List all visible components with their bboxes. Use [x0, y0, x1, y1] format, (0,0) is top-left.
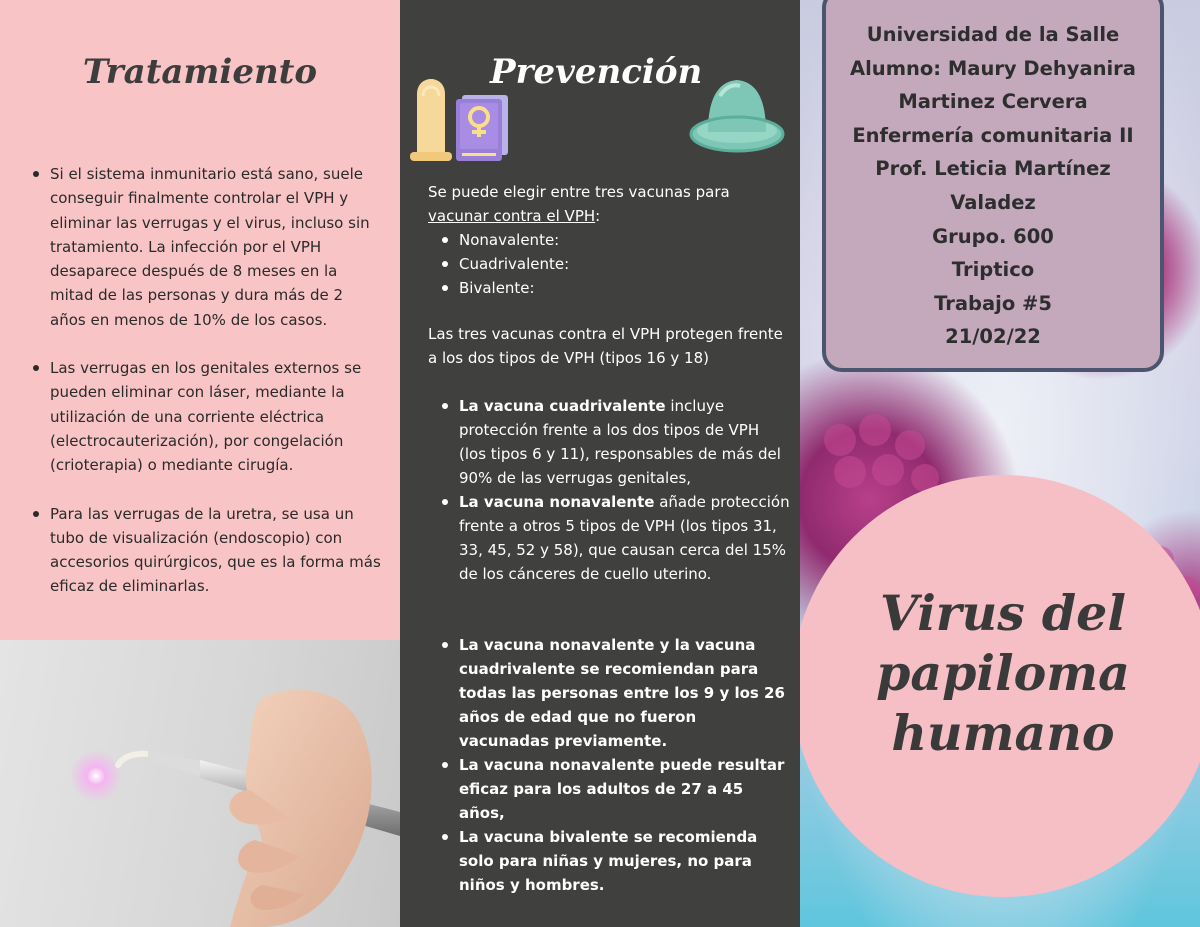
list-item: Bivalente:	[428, 276, 790, 300]
laser-pen-photo	[0, 640, 400, 927]
cover-title-line: humano	[891, 704, 1115, 762]
list-item: Cuadrivalente:	[428, 252, 790, 276]
cover-title-line: papiloma	[876, 644, 1130, 702]
detail-text: añade protección frente a otros 5 tipos de VPH (los tipos 31, 33, 45, 52 y 58), que causan cerca del 15% de los cánceres de cuello uterino.	[459, 493, 790, 583]
detail-bold: La vacuna nonavalente	[459, 493, 655, 511]
date-line: 21/02/22	[945, 325, 1041, 349]
tratamiento-panel	[0, 0, 400, 927]
info-box	[822, 0, 1164, 372]
doc-type-line: Triptico	[951, 258, 1035, 282]
prevencion-panel	[400, 0, 800, 927]
assignment-line: Trabajo #5	[934, 291, 1052, 315]
vaccine-details-list	[428, 394, 790, 586]
intro-text: Se puede elegir entre tres vacunas para	[428, 183, 730, 201]
laser-pen-illustration	[0, 640, 400, 927]
protection-paragraph: Las tres vacunas contra el VPH protegen frente a los dos tipos de VPH (tipos 16 y 18)	[428, 325, 783, 367]
vaccine-list	[428, 228, 790, 300]
vacunas-intro	[428, 180, 790, 228]
info-lines	[826, 18, 1160, 354]
university-line: Universidad de la Salle	[866, 23, 1120, 46]
cover-title	[800, 583, 1200, 763]
detail-bold: La vacuna cuadrivalente	[459, 397, 666, 415]
course-line: Enfermería comunitaria II	[852, 123, 1134, 147]
list-item: La vacuna nonavalente y la vacuna cuadrivalente se recomiendan para todas las personas entre los 9 y los 26 años de edad que no fueron vacunadas previamente.	[428, 633, 790, 753]
list-item	[428, 394, 790, 490]
female-symbol-icon	[456, 95, 510, 161]
cover-panel	[800, 0, 1200, 927]
group-line: Grupo. 600	[932, 224, 1054, 248]
student-surname-line: Martinez Cervera	[898, 90, 1088, 114]
list-item: Nonavalente:	[428, 228, 790, 252]
professor-line: Prof. Leticia Martínez	[875, 157, 1111, 181]
professor-surname-line: Valadez	[950, 190, 1036, 214]
condom-icon	[408, 68, 454, 162]
rolled-condom-icon	[688, 76, 786, 154]
list-item: La vacuna bivalente se recomienda solo para niñas y mujeres, no para niños y hombres.	[428, 825, 790, 897]
prevencion-title: Prevención	[490, 52, 703, 92]
title-circle	[800, 475, 1200, 897]
list-item: Las verrugas en los genitales externos se pueden eliminar con láser, mediante la utilización de una corriente eléctrica (electrocauterización), por congelación (crioterapia) o mediante cirugía.	[30, 356, 382, 477]
intro-colon: :	[595, 207, 601, 225]
list-item: La vacuna nonavalente puede resultar eficaz para los adultos de 27 a 45 años,	[428, 753, 790, 825]
tratamiento-list	[30, 162, 382, 623]
recommendations-list	[428, 633, 790, 897]
list-item	[428, 490, 790, 586]
tratamiento-title: Tratamiento	[82, 52, 318, 92]
vacunar-link[interactable]: vacunar contra el VPH	[428, 207, 596, 225]
list-item: Para las verrugas de la uretra, se usa un tubo de visualización (endoscopio) con accesorios quirúrgicos, que es la forma más eficaz de eliminarlas.	[30, 502, 382, 599]
detail-text: incluye protección frente a los dos tipos de VPH (los tipos 6 y 11), responsables de más del 90% de las verrugas genitales,	[459, 397, 781, 487]
cover-title-line: Virus del	[880, 584, 1126, 642]
list-item: Si el sistema inmunitario está sano, suele conseguir finalmente controlar el VPH y eliminar las verrugas y el virus, incluso sin tratamiento. La infección por el VPH desaparece después de 8 meses en la mitad de las personas y dura más de 2 años en menos de 10% de los casos.	[30, 162, 382, 332]
student-line: Alumno: Maury Dehyanira	[850, 56, 1136, 80]
